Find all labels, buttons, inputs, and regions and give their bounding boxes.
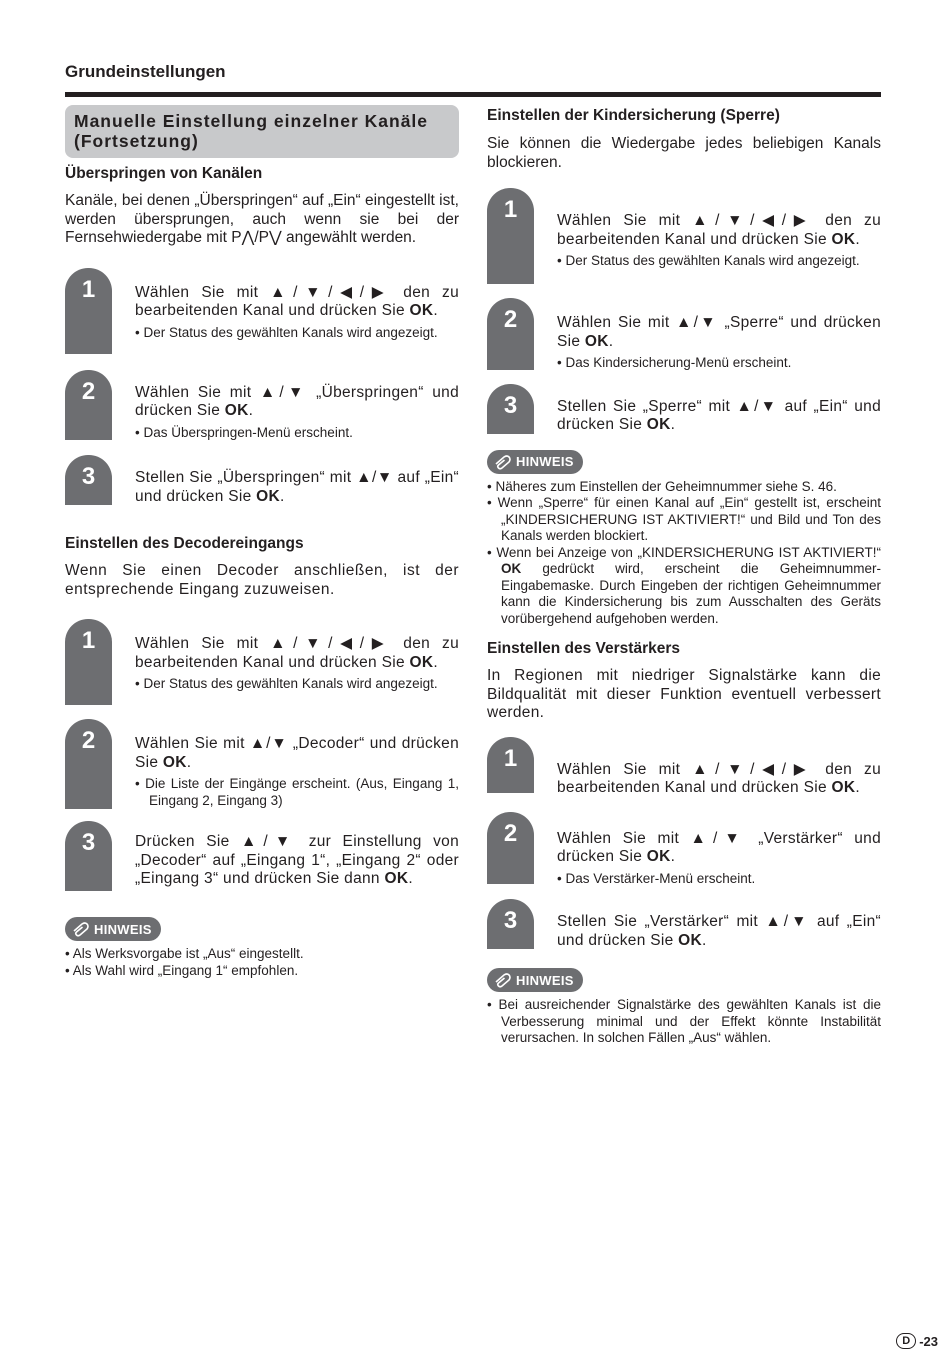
- left-column: [65, 105, 459, 979]
- step-text: Wählen Sie mit ▲/▼/◀/▶ den zu bearbeitenden Kanal und drücken Sie OK.: [557, 760, 881, 796]
- hinweis-badge: [65, 917, 161, 941]
- language-badge: D: [896, 1333, 916, 1349]
- hinweis-badge: [487, 968, 583, 992]
- decoder-heading: Einstellen des Decodereingangs: [65, 535, 304, 552]
- step-number: 3: [487, 899, 534, 949]
- skip-step-3: [65, 455, 459, 506]
- lock-intro: Sie können die Wiedergabe jedes beliebigen Kanals blockieren.: [487, 135, 881, 171]
- hint-item: • Näheres zum Einstellen der Geheimnummer siehe S. 46.: [487, 478, 837, 494]
- booster-step-2: [487, 812, 881, 888]
- step-text: Stellen Sie „Sperre“ mit ▲/▼ auf „Ein“ und drücken Sie OK.: [557, 397, 881, 433]
- skip-intro: Kanäle, bei denen „Überspringen“ auf „Ein“ eingestellt ist, werden übersprungen, auch wenn sie bei der Fernsehwiedergabe mit P⋀/P⋁ angewählt werden.: [65, 192, 459, 246]
- hint-item: • Wenn „Sperre“ für einen Kanal auf „Ein“ gestellt ist, erscheint „KINDERSICHERUNG IST AKTIVIERT!“ und Bild und Ton des Kanals werden blockiert.: [487, 495, 881, 543]
- booster-heading: Einstellen des Verstärkers: [487, 640, 681, 657]
- page-footer: [896, 1333, 938, 1349]
- step-note: • Das Verstärker-Menü erscheint.: [557, 870, 756, 886]
- hint-list: [65, 946, 459, 979]
- hint-list: [487, 479, 881, 628]
- hint-item: • Als Wahl wird „Eingang 1“ empfohlen.: [65, 962, 299, 978]
- step-note: • Der Status des gewählten Kanals wird angezeigt.: [135, 676, 438, 691]
- skip-heading: Überspringen von Kanälen: [65, 165, 263, 182]
- skip-step-2: [65, 370, 459, 442]
- step-text: Wählen Sie mit ▲/▼/◀/▶ den zu bearbeitenden Kanal und drücken Sie OK.: [135, 283, 459, 319]
- decoder-step-3: [65, 821, 459, 891]
- step-text: Wählen Sie mit ▲/▼/◀/▶ den zu bearbeitenden Kanal und drücken Sie OK.: [557, 212, 881, 248]
- lock-heading: Einstellen der Kindersicherung (Sperre): [487, 107, 780, 124]
- right-column: [487, 105, 881, 1047]
- step-text: Stellen Sie „Überspringen“ mit ▲/▼ auf „Ein“ und drücken Sie OK.: [135, 469, 459, 505]
- step-number: 2: [65, 719, 112, 809]
- page-header-title: Grundeinstellungen: [65, 62, 226, 81]
- step-number: 1: [65, 619, 112, 705]
- hint-item: • Wenn bei Anzeige von „KINDERSICHERUNG IST AKTIVIERT!“ OK gedrückt wird, erscheint die Geheimnummer-Eingabemaske. Durch Eingeben der richtigen Geheimnummer kann die Kindersicherung bis zum Ausschalten des Geräts vorübergehend aufgehoben werden.: [487, 544, 881, 626]
- step-number: 1: [487, 737, 534, 793]
- decoder-step-2: [65, 719, 459, 809]
- decoder-step-1: [65, 619, 459, 705]
- step-number: 2: [487, 812, 534, 884]
- step-note: • Der Status des gewählten Kanals wird angezeigt.: [135, 324, 438, 340]
- step-number: 2: [65, 370, 112, 440]
- step-number: 3: [487, 384, 534, 434]
- page-number: -23: [919, 1333, 938, 1349]
- paperclip-icon: [71, 921, 91, 937]
- lock-step-1: [487, 188, 881, 284]
- hint-item: • Als Werksvorgabe ist „Aus“ eingestellt.: [65, 946, 304, 961]
- step-text: Stellen Sie „Verstärker“ mit ▲/▼ auf „Ein“ und drücken Sie OK.: [557, 913, 881, 949]
- booster-step-1: [487, 737, 881, 798]
- paperclip-icon: [493, 972, 513, 988]
- lock-step-2: [487, 298, 881, 372]
- step-note: • Das Kindersicherung-Menü erscheint.: [557, 355, 792, 370]
- section-title-box: Manuelle Einstellung einzelner Kanäle (Fortsetzung): [65, 105, 459, 158]
- hinweis-label: HINWEIS: [94, 921, 152, 937]
- step-text: Wählen Sie mit ▲/▼ „Verstärker“ und drücken Sie OK.: [557, 829, 881, 865]
- step-number: 1: [65, 268, 112, 354]
- paperclip-icon: [493, 454, 513, 470]
- hint-item: • Bei ausreichender Signalstärke des gewählten Kanals ist die Verbesserung minimal und der Effekt könnte Instabilität verursachen. In solchen Fällen „Aus“ wählen.: [487, 997, 881, 1045]
- header-rule: [65, 92, 881, 97]
- step-text: Wählen Sie mit ▲/▼ „Decoder“ und drücken Sie OK.: [135, 735, 459, 771]
- step-note: • Das Überspringen-Menü erscheint.: [135, 424, 353, 440]
- step-number: 3: [65, 821, 112, 891]
- step-text: Drücken Sie ▲/▼ zur Einstellung von „Decoder“ auf „Eingang 1“, „Eingang 2“ oder „Eingang 3“ und drücken Sie dann OK.: [135, 833, 459, 887]
- step-note: • Der Status des gewählten Kanals wird angezeigt.: [557, 253, 860, 268]
- step-number: 1: [487, 188, 534, 284]
- step-note: • Die Liste der Eingänge erscheint. (Aus, Eingang 1, Eingang 2, Eingang 3): [135, 776, 459, 808]
- decoder-intro: Wenn Sie einen Decoder anschließen, ist der entsprechende Eingang zuzuweisen.: [65, 562, 459, 598]
- hinweis-label: HINWEIS: [516, 454, 574, 469]
- step-text: Wählen Sie mit ▲/▼/◀/▶ den zu bearbeitenden Kanal und drücken Sie OK.: [135, 635, 459, 671]
- booster-intro: In Regionen mit niedriger Signalstärke kann die Bildqualität mit dieser Funktion eventuell verbessert werden.: [487, 667, 881, 721]
- skip-step-1: [65, 268, 459, 354]
- lock-step-3: [487, 384, 881, 435]
- step-text: Wählen Sie mit ▲/▼ „Sperre“ und drücken Sie OK.: [557, 314, 881, 350]
- hinweis-label: HINWEIS: [516, 972, 574, 988]
- booster-step-3: [487, 899, 881, 950]
- hinweis-badge: [487, 450, 583, 474]
- step-text: Wählen Sie mit ▲/▼ „Überspringen“ und drücken Sie OK.: [135, 383, 459, 419]
- step-number: 3: [65, 455, 112, 505]
- hint-list: [487, 997, 881, 1047]
- step-number: 2: [487, 298, 534, 370]
